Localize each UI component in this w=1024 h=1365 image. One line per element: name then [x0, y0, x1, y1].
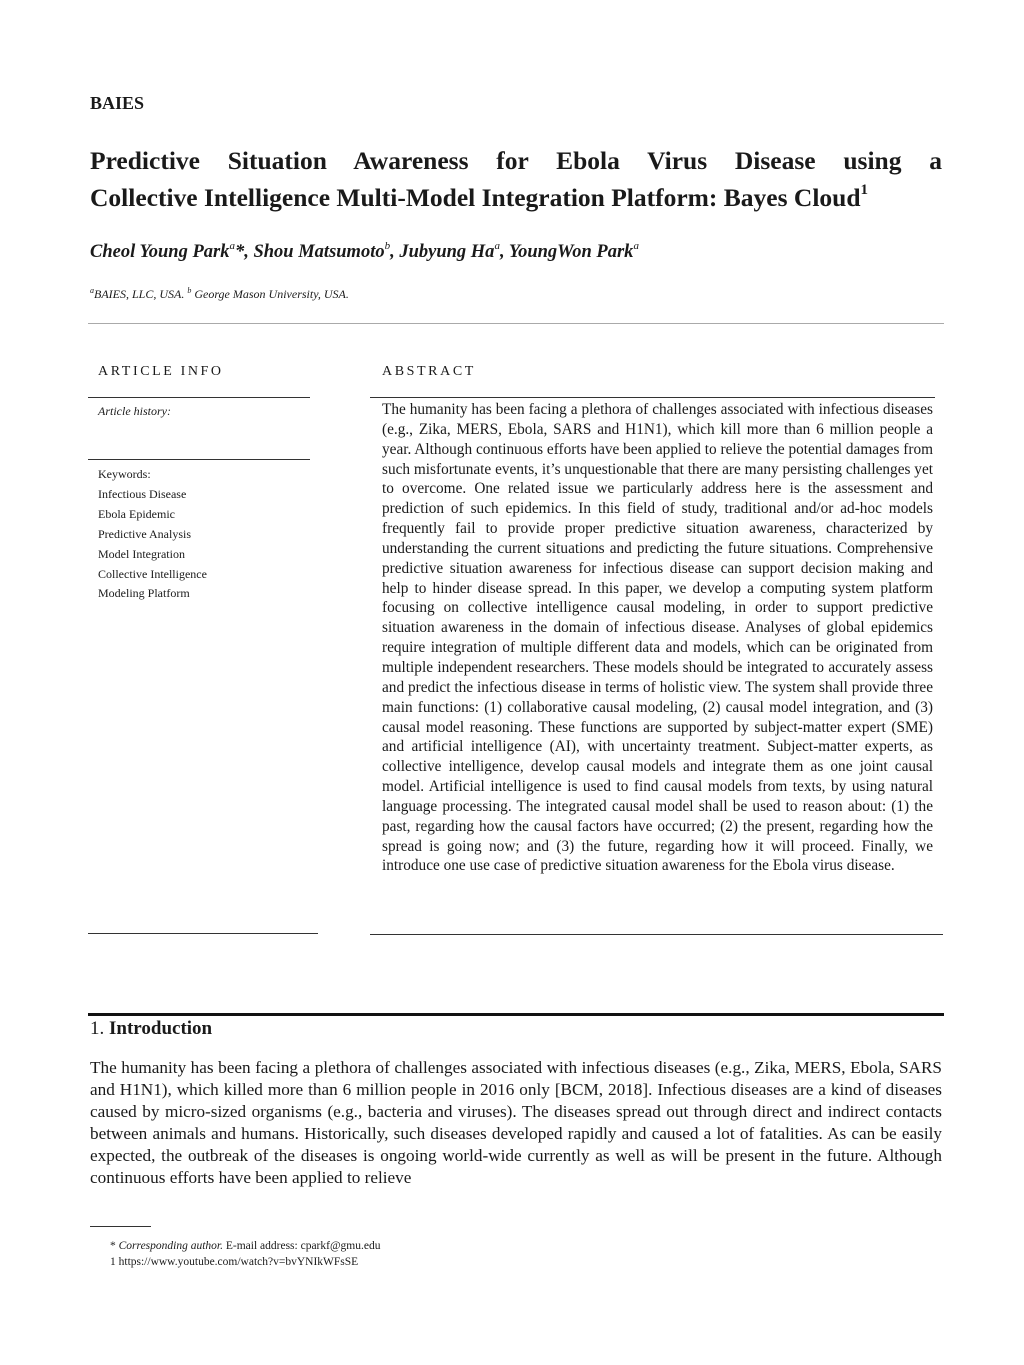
- article-info-top-rule: [88, 397, 310, 398]
- abstract-bottom-rule: [370, 934, 943, 935]
- title-line-2: [90, 179, 942, 216]
- footnote-corresponding-label: Corresponding author.: [118, 1240, 223, 1252]
- keywords-label: Keywords:: [98, 467, 151, 481]
- header-divider: [88, 323, 944, 324]
- affil-text-b: George Mason University, USA.: [191, 287, 349, 301]
- footnote-rule: [90, 1226, 151, 1227]
- footnote-1-url: https://www.youtube.com/watch?v=bvYNIkWFsSE: [118, 1256, 359, 1268]
- author-name: YoungWon Park: [508, 242, 634, 262]
- author-list: [90, 242, 639, 263]
- keyword-item: Predictive Analysis: [98, 526, 191, 541]
- title-footnote-mark: 1: [860, 182, 869, 198]
- paper-title: [90, 142, 942, 216]
- section-title: Introduction: [109, 1018, 213, 1039]
- author-affil-mark: a: [633, 240, 639, 252]
- article-history-label: Article history:: [98, 404, 171, 418]
- keyword-item: Infectious Disease: [98, 486, 187, 501]
- footnote-corresponding: [110, 1240, 381, 1252]
- introduction-text: The humanity has been facing a plethora of challenges associated with infectious diseases (e.g., Zika, MERS, Ebola, SARS and H1N1), which killed more than 6 million people in 2016 only [BCM, 2018]. Infectious diseases are a kind of diseases caused by micro-sized organisms (e.g., bacteria and viruses). The diseases spread out through direct and indirect contacts between animals and humans. Historically, such diseases developed rapidly and caused a lot of fatalities. As can be easily expected, the outbreak of the diseases is ongoing world-wide currently as well as will be present in the future. Although continuous efforts have been applied to relieve: [90, 1058, 942, 1187]
- abstract-top-rule: [370, 397, 935, 398]
- footnote-1: [110, 1256, 358, 1268]
- article-info-heading: ARTICLE INFO: [98, 364, 224, 379]
- affil-mark-b: b: [187, 286, 192, 295]
- footnote-1-mark: 1: [110, 1256, 119, 1268]
- author-affil-mark: a: [494, 240, 500, 252]
- affil-mark-a: a: [90, 286, 94, 295]
- article-info-bottom-rule: [88, 933, 318, 934]
- keywords-top-rule: [88, 459, 310, 460]
- section-heading: [90, 1018, 212, 1040]
- author-name: Cheol Young Park: [90, 242, 230, 262]
- author-name: Shou Matsumoto: [253, 242, 385, 262]
- affil-text-a: BAIES, LLC, USA.: [94, 287, 188, 301]
- keyword-item: Collective Intelligence: [98, 566, 207, 581]
- journal-header: BAIES: [90, 93, 145, 113]
- footnote-star: *: [110, 1240, 119, 1252]
- title-line-2-text: Collective Intelligence Multi-Model Integration Platform: Bayes Cloud: [90, 183, 861, 212]
- author-affil-mark: b: [384, 240, 391, 252]
- section-number: 1.: [90, 1018, 105, 1039]
- keyword-item: Ebola Epidemic: [98, 506, 175, 521]
- author-separator: *,: [234, 242, 254, 262]
- affiliations: [90, 287, 349, 302]
- section-divider: [88, 1013, 944, 1016]
- abstract-text: The humanity has been facing a plethora of challenges associated with infectious diseases (e.g., Zika, MERS, Ebola, SARS and H1N1), which kill more than 6 million people a year. Although continuous efforts have been applied to relieve the potential damages from such misfortunate events, it’s unquestionable that there are many persisting challenges yet to overcome. One related issue we particularly address here is the assessment and prediction of such epidemics. In this field of study, traditional and/or ad-hoc models frequently fail to provide proper predictive situation awareness, characterized by understanding the current situations and predicting the future situations. Comprehensive predictive situation awareness for infectious disease can support decision making and help to hinder disease spread. In this paper, we develop a computing system platform focusing on collective intelligence causal modeling, in order to support predictive situation awareness in the domain of infectious disease. Analyses of global epidemics require integration of multiple different data and models, which can be originated from multiple independent researchers. These models should be integrated to accurately assess and predict the infectious disease in terms of holistic view. The system shall provide three main functions: (1) collaborative causal modeling, (2) causal model integration, and (3) causal model reasoning. These functions are supported by subject-matter expert (SME) and artificial intelligence (AI), with uncertainty treatment. Subject-matter experts, as collective intelligence, develop causal models and integrate them as one joint causal model. Artificial intelligence is used to find causal models from texts, by using natural language processing. The integrated causal model shall be used to reason about: (1) the past, regarding how the causal factors have occurred; (2) the present, regarding how the spread is going now; and (3) the future, regarding how it will proceed. Finally, we introduce one use case of predictive situation awareness for the Ebola virus disease.: [382, 401, 933, 875]
- author-affil-mark: a: [229, 240, 235, 252]
- keyword-item: Model Integration: [98, 546, 185, 561]
- keyword-item: Modeling Platform: [98, 586, 190, 601]
- footnote-email: E-mail address: cparkf@gmu.edu: [223, 1240, 381, 1252]
- author-separator: ,: [390, 242, 400, 262]
- author-name: Jubyung Ha: [399, 242, 495, 262]
- abstract-heading: ABSTRACT: [382, 364, 476, 379]
- title-line-1: Predictive Situation Awareness for Ebola Virus Disease using a: [90, 146, 942, 175]
- keywords-block: [98, 465, 207, 604]
- author-separator: ,: [499, 242, 509, 262]
